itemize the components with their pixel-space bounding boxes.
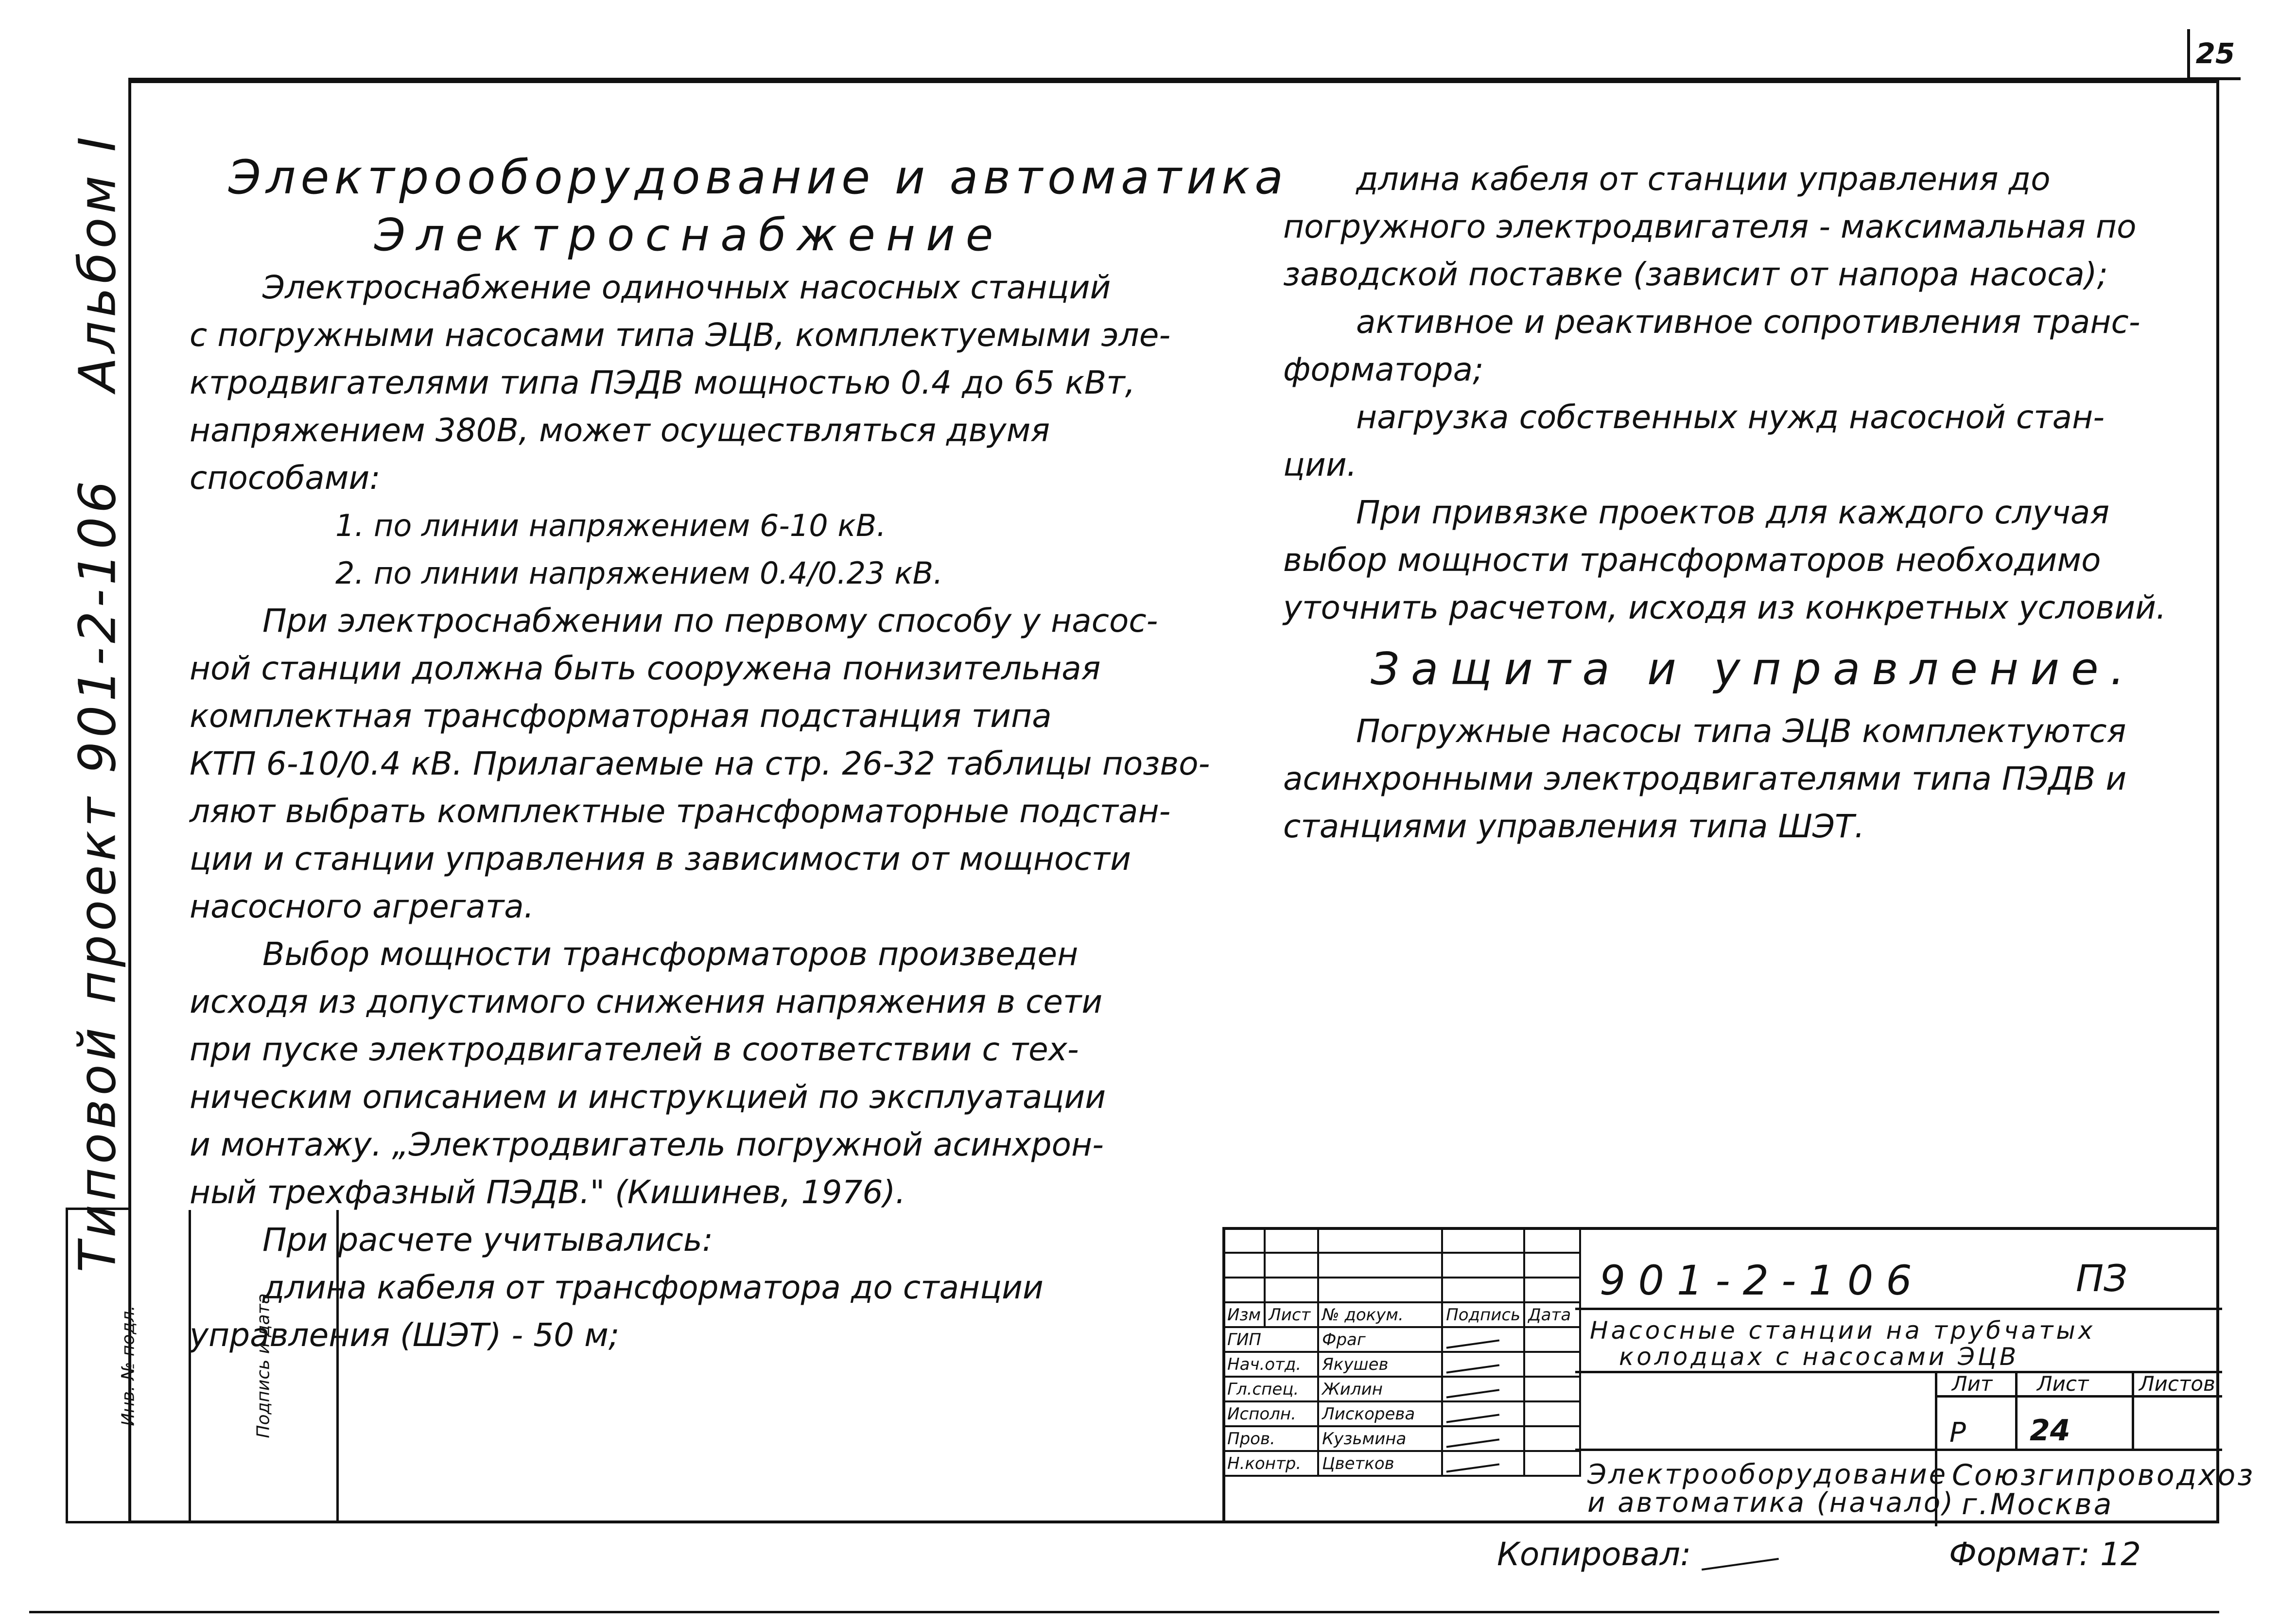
stamp-row bbox=[1223, 1451, 1580, 1476]
text-line: ническим описанием и инструкцией по эксплуатации bbox=[190, 1078, 1106, 1116]
signature bbox=[1442, 1426, 1524, 1451]
stamp-row bbox=[1223, 1426, 1580, 1451]
project-label: Типовой проект 901-2-106 bbox=[68, 477, 127, 1273]
title-divider bbox=[2132, 1371, 2134, 1449]
stamp-person: Цветков bbox=[1318, 1451, 1442, 1476]
signature bbox=[1442, 1377, 1524, 1401]
title-rule bbox=[1575, 1308, 2222, 1310]
stamp-row bbox=[1223, 1278, 1580, 1302]
text-line: длина кабеля от трансформатора до станции bbox=[262, 1269, 1044, 1306]
text-line: нагрузка собственных нужд насосной стан- bbox=[1356, 398, 2105, 436]
text-line: ный трехфазный ПЭДВ." (Кишинев, 1976). bbox=[190, 1174, 906, 1211]
copier-signature bbox=[1701, 1555, 1779, 1571]
stamp-header-cell: Лист bbox=[1265, 1302, 1318, 1327]
stamp-person: Лискорева bbox=[1318, 1401, 1442, 1426]
organization-line: г.Москва bbox=[1962, 1487, 2114, 1521]
text-line: и монтажу. „Электродвигатель погружной асинхрон- bbox=[190, 1126, 1104, 1163]
document-name-line: и автоматика (начало) bbox=[1587, 1487, 1955, 1519]
stamp-role: Нач.отд. bbox=[1223, 1352, 1318, 1377]
text-line: напряжением 380В, может осуществляться двумя bbox=[190, 412, 1050, 449]
text-line: исходя из допустимого снижения напряжения в сети bbox=[190, 983, 1103, 1020]
text-line: активное и реактивное сопротивления транс- bbox=[1356, 303, 2140, 341]
text-line: ляют выбрать комплектные трансформаторные подстан- bbox=[190, 793, 1171, 830]
text-line: при пуске электродвигателей в соответствии с тех- bbox=[190, 1031, 1079, 1068]
right-text-column bbox=[1283, 155, 2166, 850]
organization bbox=[1952, 1458, 2255, 1521]
lit-label: Лит bbox=[1952, 1372, 1993, 1396]
text-line: ной станции должна быть сооружена понизительная bbox=[190, 650, 1101, 687]
stamp-person: Кузьмина bbox=[1318, 1426, 1442, 1451]
signature-mark bbox=[1446, 1411, 1499, 1423]
stamp-header-cell: Дата bbox=[1524, 1302, 1580, 1327]
stamp-row bbox=[1223, 1228, 1580, 1253]
text-line: погружного электродвигателя - максимальная по bbox=[1283, 208, 2137, 245]
object-name-line: Насосные станции на трубчатых bbox=[1590, 1316, 2096, 1345]
stamp-row bbox=[1223, 1327, 1580, 1352]
text-line: заводской поставке (зависит от напора насоса); bbox=[1283, 256, 2108, 293]
text-line: асинхронными электродвигателями типа ПЭДВ и bbox=[1283, 760, 2127, 797]
copied-by bbox=[1497, 1536, 1779, 1573]
signature-mark bbox=[1446, 1460, 1499, 1472]
stamp-row bbox=[1223, 1377, 1580, 1401]
document-name-line: Электрооборудование bbox=[1587, 1459, 1948, 1490]
title-rule bbox=[1575, 1371, 2222, 1373]
signature bbox=[1442, 1327, 1524, 1352]
stamp-header-cell: № докум. bbox=[1318, 1302, 1442, 1327]
document-code: 901-2-106 bbox=[1600, 1257, 1925, 1304]
sheet-value: 24 bbox=[2030, 1414, 2070, 1448]
object-name bbox=[1590, 1317, 2095, 1370]
method-item: 2. по линии напряжением 0.4/0.23 кВ. bbox=[335, 555, 943, 591]
format-label: Формат: 12 bbox=[1949, 1536, 2141, 1573]
text-line: станциями управления типа ШЭТ. bbox=[1283, 808, 1865, 845]
text-line: комплектная трансформаторная подстанция типа bbox=[190, 697, 1052, 735]
stamp-table bbox=[1222, 1227, 1581, 1477]
side-stamp-cell: Инв. № подл. bbox=[68, 1210, 191, 1521]
text-line: управления (ШЭТ) - 50 м; bbox=[190, 1316, 620, 1354]
side-stamp-cell: Подпись и дата bbox=[191, 1210, 338, 1521]
stamp-person: Жилин bbox=[1318, 1377, 1442, 1401]
signature bbox=[1442, 1352, 1524, 1377]
signature bbox=[1442, 1451, 1524, 1476]
subsection-heading: Электроснабжение bbox=[374, 209, 1004, 261]
album-label: Альбом I bbox=[68, 133, 127, 392]
section-heading: Электрооборудование и автоматика bbox=[228, 150, 1288, 205]
stamp-row bbox=[1223, 1253, 1580, 1278]
text-line: выбор мощности трансформаторов необходимо bbox=[1283, 541, 2101, 579]
stamp-header-cell: Подпись bbox=[1442, 1302, 1524, 1327]
signature bbox=[1442, 1401, 1524, 1426]
text-line: ции. bbox=[1283, 446, 1357, 484]
text-line: При электроснабжении по первому способу у насос- bbox=[262, 602, 1158, 639]
stamp-row bbox=[1223, 1352, 1580, 1377]
stamp-role: Гл.спец. bbox=[1223, 1377, 1318, 1401]
lit-value: Р bbox=[1949, 1417, 1966, 1449]
side-album-title bbox=[66, 133, 129, 392]
text-line: Погружные насосы типа ЭЦВ комплектуются bbox=[1356, 712, 2126, 750]
side-project-title bbox=[66, 477, 129, 1273]
sheet-label: Лист bbox=[2037, 1372, 2089, 1396]
stamp-role: Пров. bbox=[1223, 1426, 1318, 1451]
text-line: При расчете учитывались: bbox=[262, 1221, 713, 1259]
object-name-line: колодцах с насосами ЭЦВ bbox=[1619, 1343, 2019, 1371]
signature-mark bbox=[1446, 1361, 1499, 1373]
stamp-role: Н.контр. bbox=[1223, 1451, 1318, 1476]
signature-mark bbox=[1446, 1336, 1499, 1348]
stamp-header-cell: Изм bbox=[1223, 1302, 1265, 1327]
title-rule bbox=[1575, 1449, 2222, 1451]
text-line: насосного агрегата. bbox=[190, 888, 534, 925]
text-line: ции и станции управления в зависимости от мощности bbox=[190, 840, 1131, 878]
signature-mark bbox=[1446, 1386, 1499, 1398]
signature-mark bbox=[1446, 1435, 1499, 1448]
text-line: с погружными насосами типа ЭЦВ, комплектуемыми эле- bbox=[190, 316, 1171, 354]
left-text-column bbox=[190, 148, 1288, 1359]
text-line: Выбор мощности трансформаторов произведен bbox=[262, 935, 1079, 973]
stamp-person: Якушев bbox=[1318, 1352, 1442, 1377]
text-line: При привязке проектов для каждого случая bbox=[1356, 494, 2110, 531]
stamp-person: Фраг bbox=[1318, 1327, 1442, 1352]
text-line: КТП 6-10/0.4 кВ. Прилагаемые на стр. 26-32 таблицы позво- bbox=[190, 745, 1210, 782]
title-divider bbox=[2015, 1371, 2018, 1449]
text-line: длина кабеля от станции управления до bbox=[1356, 160, 2051, 198]
side-stamp-column bbox=[66, 1208, 274, 1523]
outer-bottom-rule bbox=[29, 1611, 2219, 1613]
section-heading: Защита и управление. bbox=[1371, 643, 2136, 695]
sheets-label: Листов bbox=[2139, 1372, 2215, 1396]
document-type: ПЗ bbox=[2076, 1257, 2127, 1300]
text-line: способами: bbox=[190, 459, 381, 497]
organization-line: Союзгипроводхоз bbox=[1952, 1458, 2255, 1492]
text-line: форматора; bbox=[1283, 351, 1484, 388]
stamp-role: ГИП bbox=[1223, 1327, 1318, 1352]
text-line: Электроснабжение одиночных насосных станций bbox=[262, 269, 1111, 306]
text-line: уточнить расчетом, исходя из конкретных условий. bbox=[1283, 589, 2167, 626]
text-line: ктродвигателями типа ПЭДВ мощностью 0.4 до 65 кВт, bbox=[190, 364, 1135, 401]
method-item: 1. по линии напряжением 6-10 кВ. bbox=[335, 508, 887, 543]
copied-label: Копировал: bbox=[1497, 1536, 1691, 1573]
stamp-row bbox=[1223, 1401, 1580, 1426]
stamp-header-row bbox=[1223, 1302, 1580, 1327]
page-number: 25 bbox=[2187, 29, 2241, 80]
stamp-role: Исполн. bbox=[1223, 1401, 1318, 1426]
document-name bbox=[1587, 1461, 1955, 1517]
